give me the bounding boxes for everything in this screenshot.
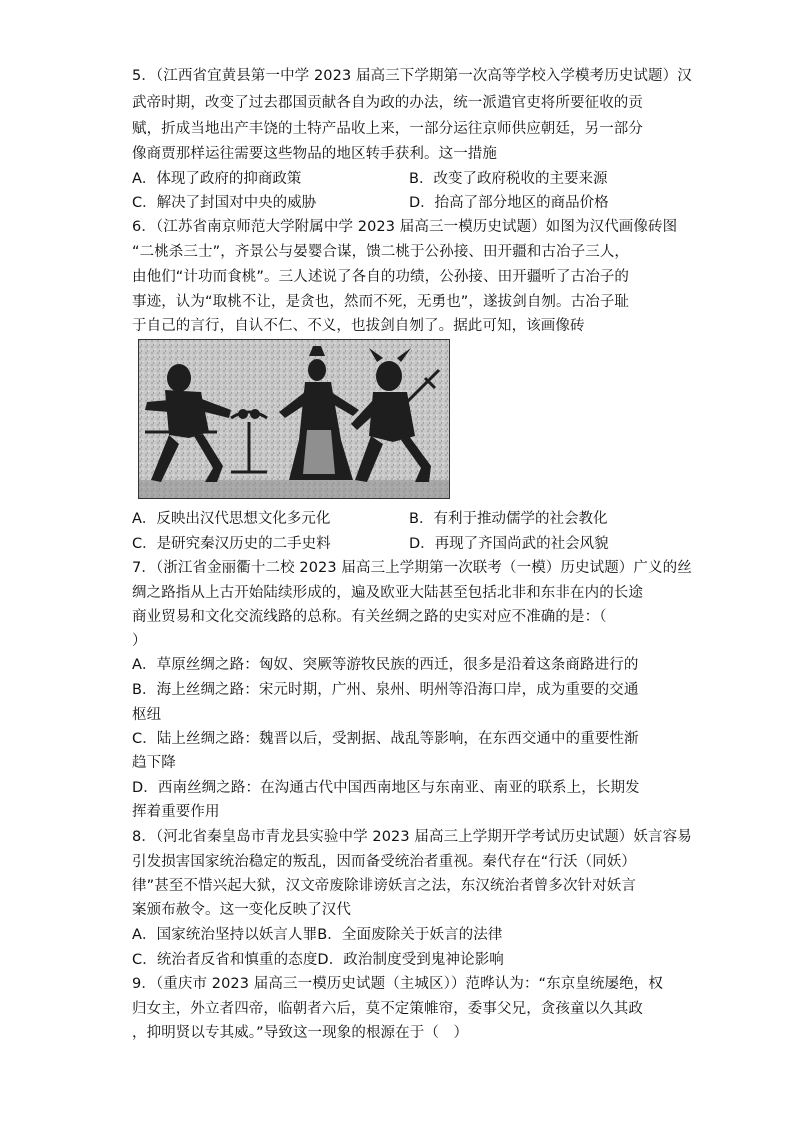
- q7-line-2: 绸之路指从上古开始陆续形成的，遍及欧亚大陆甚至包括北非和东非在内的长途: [132, 585, 643, 601]
- q6-option-c: C．是研究秦汉历史的二手史料: [132, 536, 331, 552]
- q5-line-2: 武帝时期，改变了过去郡国贡献各自为政的办法，统一派遣官吏将所要征收的贡: [132, 95, 643, 111]
- q5-option-d: D．抬高了部分地区的商品价格: [409, 195, 609, 211]
- q6-line-5: 于自己的言行，自认不仁、不义，也拔剑自刎了。据此可知，该画像砖: [132, 318, 585, 334]
- q8-options-cd: C．统治者反省和慎重的态度D．政治制度受到鬼神论影响: [132, 952, 504, 968]
- q9-line-1: 9．（重庆市 2023 届高三一模历史试题（主城区））范晔认为：“东京皇统屡绝，权: [132, 976, 663, 992]
- q7-line-3: 商业贸易和文化交流线路的总称。有关丝绸之路的史实对应不准确的是：（: [132, 609, 607, 625]
- q5-line-4: 像商贾那样运往需要这些物品的地区转手获利。这一措施: [132, 146, 497, 162]
- q6-line-4: 事迹，认为“取桃不让，是贪也，然而不死，无勇也”，遂拔剑自刎。古冶子耻: [132, 294, 630, 310]
- q8-line-2: 引发损害国家统治稳定的叛乱，因而备受统治者重视。秦代存在“行沃（同妖）: [132, 854, 637, 870]
- q9-line-2: 归女主，外立者四帝，临朝者六后，莫不定策帷帘，委事父兄，贪孩童以久其政: [132, 1001, 643, 1017]
- q6-option-d: D．再现了齐国尚武的社会风貌: [409, 536, 609, 552]
- q6-line-1: 6．（江苏省南京师范大学附属中学 2023 届高三一模历史试题）如图为汉代画像砖图: [132, 219, 678, 235]
- han-brick-relief-image: [138, 339, 450, 499]
- q7-option-d-cont: 挥着重要作用: [132, 804, 220, 820]
- q9-line-3: ，抑明贤以专其威。”导致这一现象的根源在于（ ）: [132, 1025, 469, 1041]
- q6-option-a: A．反映出汉代思想文化多元化: [132, 511, 331, 527]
- q5-option-a: A．体现了政府的抑商政策: [132, 171, 302, 187]
- q5-option-b: B．改变了政府税收的主要来源: [409, 171, 608, 187]
- q5-option-c: C．解决了封国对中央的威胁: [132, 195, 317, 211]
- q7-option-d: D．西南丝绸之路：在沟通古代中国西南地区与东南亚、南亚的联系上，长期发: [132, 780, 640, 796]
- q7-option-a: A．草原丝绸之路：匈奴、突厥等游牧民族的西迁，很多是沿着这条商路进行的: [132, 657, 639, 673]
- q7-line-1: 7．（浙江省金丽衢十二校 2023 届高三上学期第一次联考（一模）历史试题）广义的丝: [132, 560, 692, 576]
- q8-line-3: 律”甚至不惜兴起大狱，汉文帝废除诽谤妖言之法，东汉统治者曾多次针对妖言: [132, 878, 637, 894]
- q6-option-b: B．有利于推动儒学的社会教化: [409, 511, 608, 527]
- q8-options-ab: A．国家统治坚持以妖言人罪B．全面废除关于妖言的法律: [132, 927, 503, 943]
- q8-line-4: 案颁布赦令。这一变化反映了汉代: [132, 902, 351, 918]
- q7-option-b: B．海上丝绸之路：宋元时期，广州、泉州、明州等沿海口岸，成为重要的交通: [132, 682, 639, 698]
- q7-line-4: ）: [132, 633, 147, 649]
- q5-line-1: 5．（江西省宜黄县第一中学 2023 届高三下学期第一次高等学校入学模考历史试题）汉: [132, 68, 692, 84]
- q8-line-1: 8．（河北省秦皇岛市青龙县实验中学 2023 届高三上学期开学考试历史试题）妖言容易: [132, 829, 692, 845]
- q6-line-3: 由他们“计功而食桃”。三人述说了各自的功绩，公孙接、田开疆听了古冶子的: [132, 269, 630, 285]
- q7-option-b-cont: 枢纽: [132, 707, 162, 723]
- q7-option-c-cont: 趋下降: [132, 755, 176, 771]
- q7-option-c: C．陆上丝绸之路：魏晋以后，受割据、战乱等影响，在东西交通中的重要性渐: [132, 731, 639, 747]
- q6-line-2: “二桃杀三士”，齐景公与晏婴合谋，馈二桃于公孙接、田开疆和古冶子三人，: [132, 244, 630, 260]
- q5-line-3: 赋，折成当地出产丰饶的土特产品收上来，一部分运往京师供应朝廷，另一部分: [132, 121, 643, 137]
